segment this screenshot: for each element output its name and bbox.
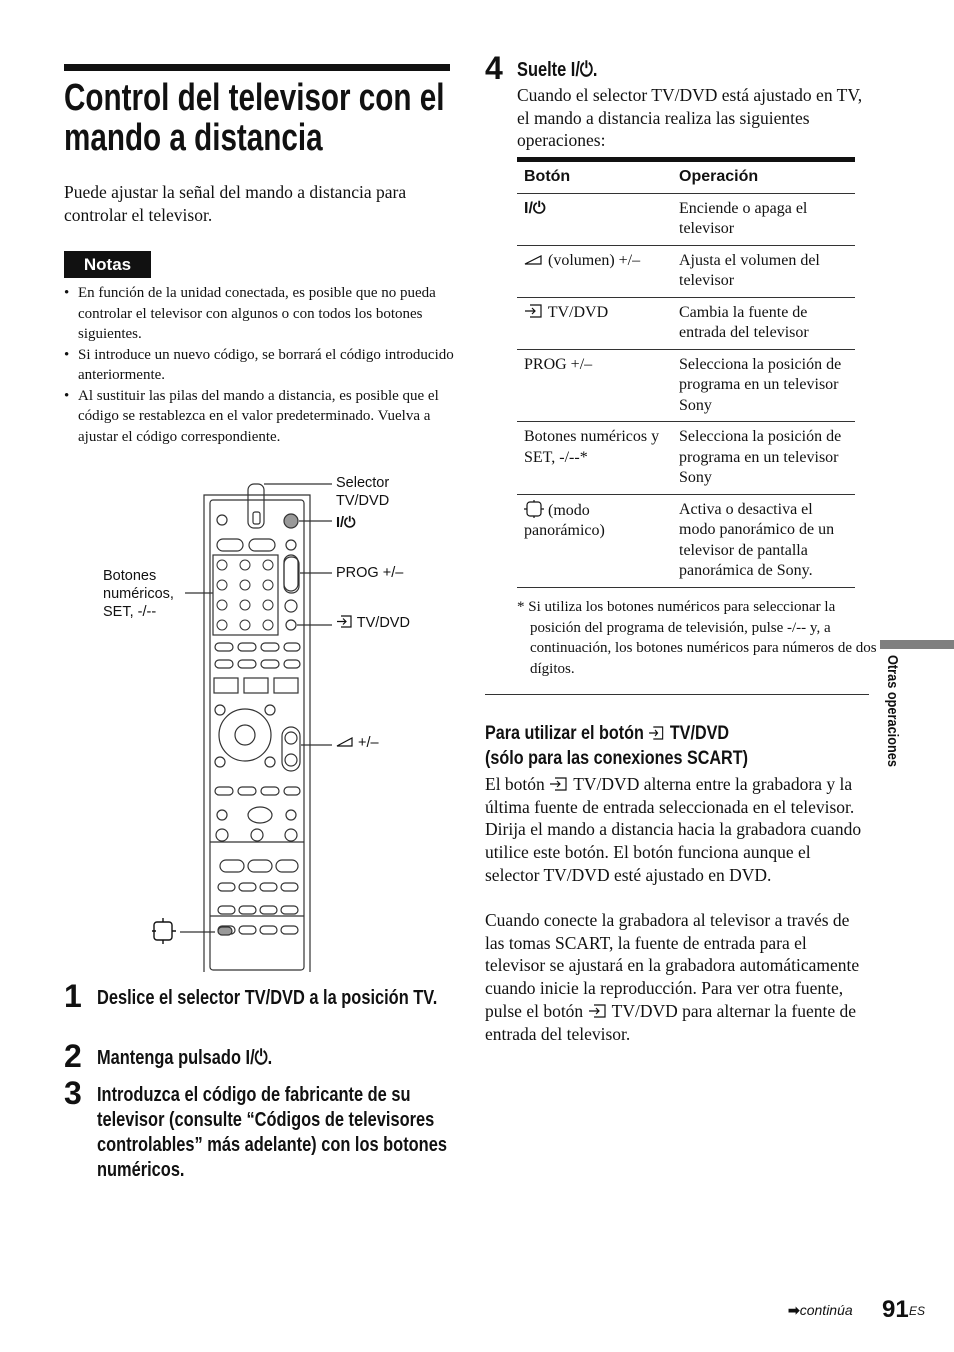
note-item: • Si introduce un nuevo código, se borrará el código introducido anteriormente. bbox=[64, 345, 454, 386]
step-text: Deslice el selector TV/DVD a la posición TV. bbox=[97, 987, 438, 1009]
table-cell: Selecciona la posición de programa en un televisor Sony bbox=[679, 428, 842, 486]
selector-label: Selector TV/DVD bbox=[336, 475, 390, 509]
input-icon bbox=[588, 1004, 608, 1018]
step-text: Suelte I/⏻. bbox=[517, 59, 598, 81]
notes-list bbox=[64, 283, 454, 447]
table-cell: Ajusta el volumen del televisor bbox=[679, 251, 820, 289]
intro-text: Puede ajustar la señal del mando a distancia para controlar el televisor. bbox=[64, 182, 407, 225]
table-cell: (volumen) +/– bbox=[517, 245, 672, 297]
remote-diagram bbox=[60, 470, 460, 975]
scart-heading: Para utilizar el botón TV/DVD (sólo para las conexiones SCART) bbox=[485, 723, 748, 769]
table-footnote: * Si utiliza los botones numéricos para seleccionar la posición del programa de televisión, pulse -/-- y, a continuación, los botones numéricos para números de dos dígitos. bbox=[517, 599, 877, 677]
tvdvd-label: TV/DVD bbox=[336, 614, 410, 632]
table-row bbox=[517, 297, 855, 349]
scart-paragraph-1: El botón TV/DVD alterna entre la grabadora y la última fuente de entrada seleccionada en el televisor. Dirija el mando a distancia hacia la grabadora cuando utilice este botón. El botón funciona aunque el selector TV/DVD esté ajustado en DVD. bbox=[485, 774, 862, 885]
side-tab-label: Otras operaciones bbox=[884, 655, 901, 767]
prog-label: PROG +/– bbox=[336, 565, 404, 581]
step-number: 1 bbox=[64, 978, 82, 1014]
step-detail: Cuando el selector TV/DVD está ajustado en TV, el mando a distancia realiza las siguientes operaciones: bbox=[517, 85, 863, 151]
table-cell: Selecciona la posición de programa en un televisor Sony bbox=[679, 355, 842, 414]
wide-mode-icon bbox=[152, 918, 176, 944]
title-rule bbox=[64, 64, 450, 71]
table-cell: Enciende o apaga el televisor bbox=[679, 199, 808, 237]
step-text: Introduzca el código de fabricante de su televisor (consulte “Códigos de televisores controlables” más adelante) con los botones numéricos. bbox=[97, 1084, 447, 1181]
language-code: ES bbox=[909, 1304, 926, 1318]
table-row bbox=[517, 422, 855, 495]
table-cell: Botones numéricos y SET, -/--* bbox=[524, 428, 660, 466]
table-cell: Activa o desactiva el modo panorámico de un televisor de pantalla panorámica de Sony. bbox=[679, 500, 835, 579]
input-icon bbox=[336, 615, 353, 628]
wide-mode-icon bbox=[524, 500, 544, 518]
scart-paragraph-2: Cuando conecte la grabadora al televisor a través de las tomas SCART, la fuente de entrada para el televisor se ajustará en la grabadora automáticamente cuando inicie la reproducción. Para ver otra fuente, pulse el botón TV/DVD para alternar la fuente de entrada del televisor. bbox=[485, 910, 860, 1044]
step-text: Mantenga pulsado I/⏻. bbox=[97, 1047, 273, 1069]
side-tab-marker bbox=[880, 640, 954, 649]
table-row bbox=[517, 245, 855, 297]
volume-icon bbox=[336, 736, 354, 748]
table-row bbox=[517, 193, 855, 245]
note-item: • Al sustituir las pilas del mando a distancia, es posible que el código se restablezca en el valor predeterminado. Vuelva a ajustar el código correspondiente. bbox=[64, 386, 454, 448]
notes-heading: Notas bbox=[64, 251, 151, 278]
table-cell: PROG +/– bbox=[524, 355, 593, 373]
power-label: I/⏻ bbox=[336, 515, 356, 531]
step-number: 4 bbox=[485, 50, 503, 86]
input-icon bbox=[648, 726, 665, 740]
table-row bbox=[517, 349, 855, 422]
volume-icon bbox=[524, 254, 544, 266]
table-cell: I/⏻ bbox=[524, 199, 546, 217]
col-header: Botón bbox=[524, 168, 571, 186]
continua-note: ➡continúa bbox=[788, 1302, 853, 1318]
table-cell: (modo panorámico) bbox=[524, 501, 605, 539]
col-header: Operación bbox=[679, 168, 759, 186]
table-cell: TV/DVD bbox=[517, 297, 672, 349]
page-title: Control del televisor con el mando a distancia bbox=[64, 77, 445, 159]
table-cell: Cambia la fuente de entrada del televisor bbox=[679, 303, 809, 341]
arrow-right-icon: ➡ bbox=[788, 1302, 800, 1318]
input-icon bbox=[549, 777, 569, 791]
numeric-label: Botones numéricos, SET, -/-- bbox=[103, 568, 174, 620]
step-number: 3 bbox=[64, 1075, 82, 1111]
page-number: 91 bbox=[882, 1296, 909, 1323]
volume-label: +/– bbox=[336, 734, 379, 752]
table-row bbox=[517, 494, 855, 587]
step-number: 2 bbox=[64, 1038, 82, 1074]
input-icon bbox=[524, 304, 544, 318]
operations-table bbox=[517, 162, 855, 588]
section-divider bbox=[485, 694, 869, 695]
note-item: • En función de la unidad conectada, es posible que no pueda controlar el televisor con algunos o con todos los botones siguientes. bbox=[64, 283, 454, 345]
